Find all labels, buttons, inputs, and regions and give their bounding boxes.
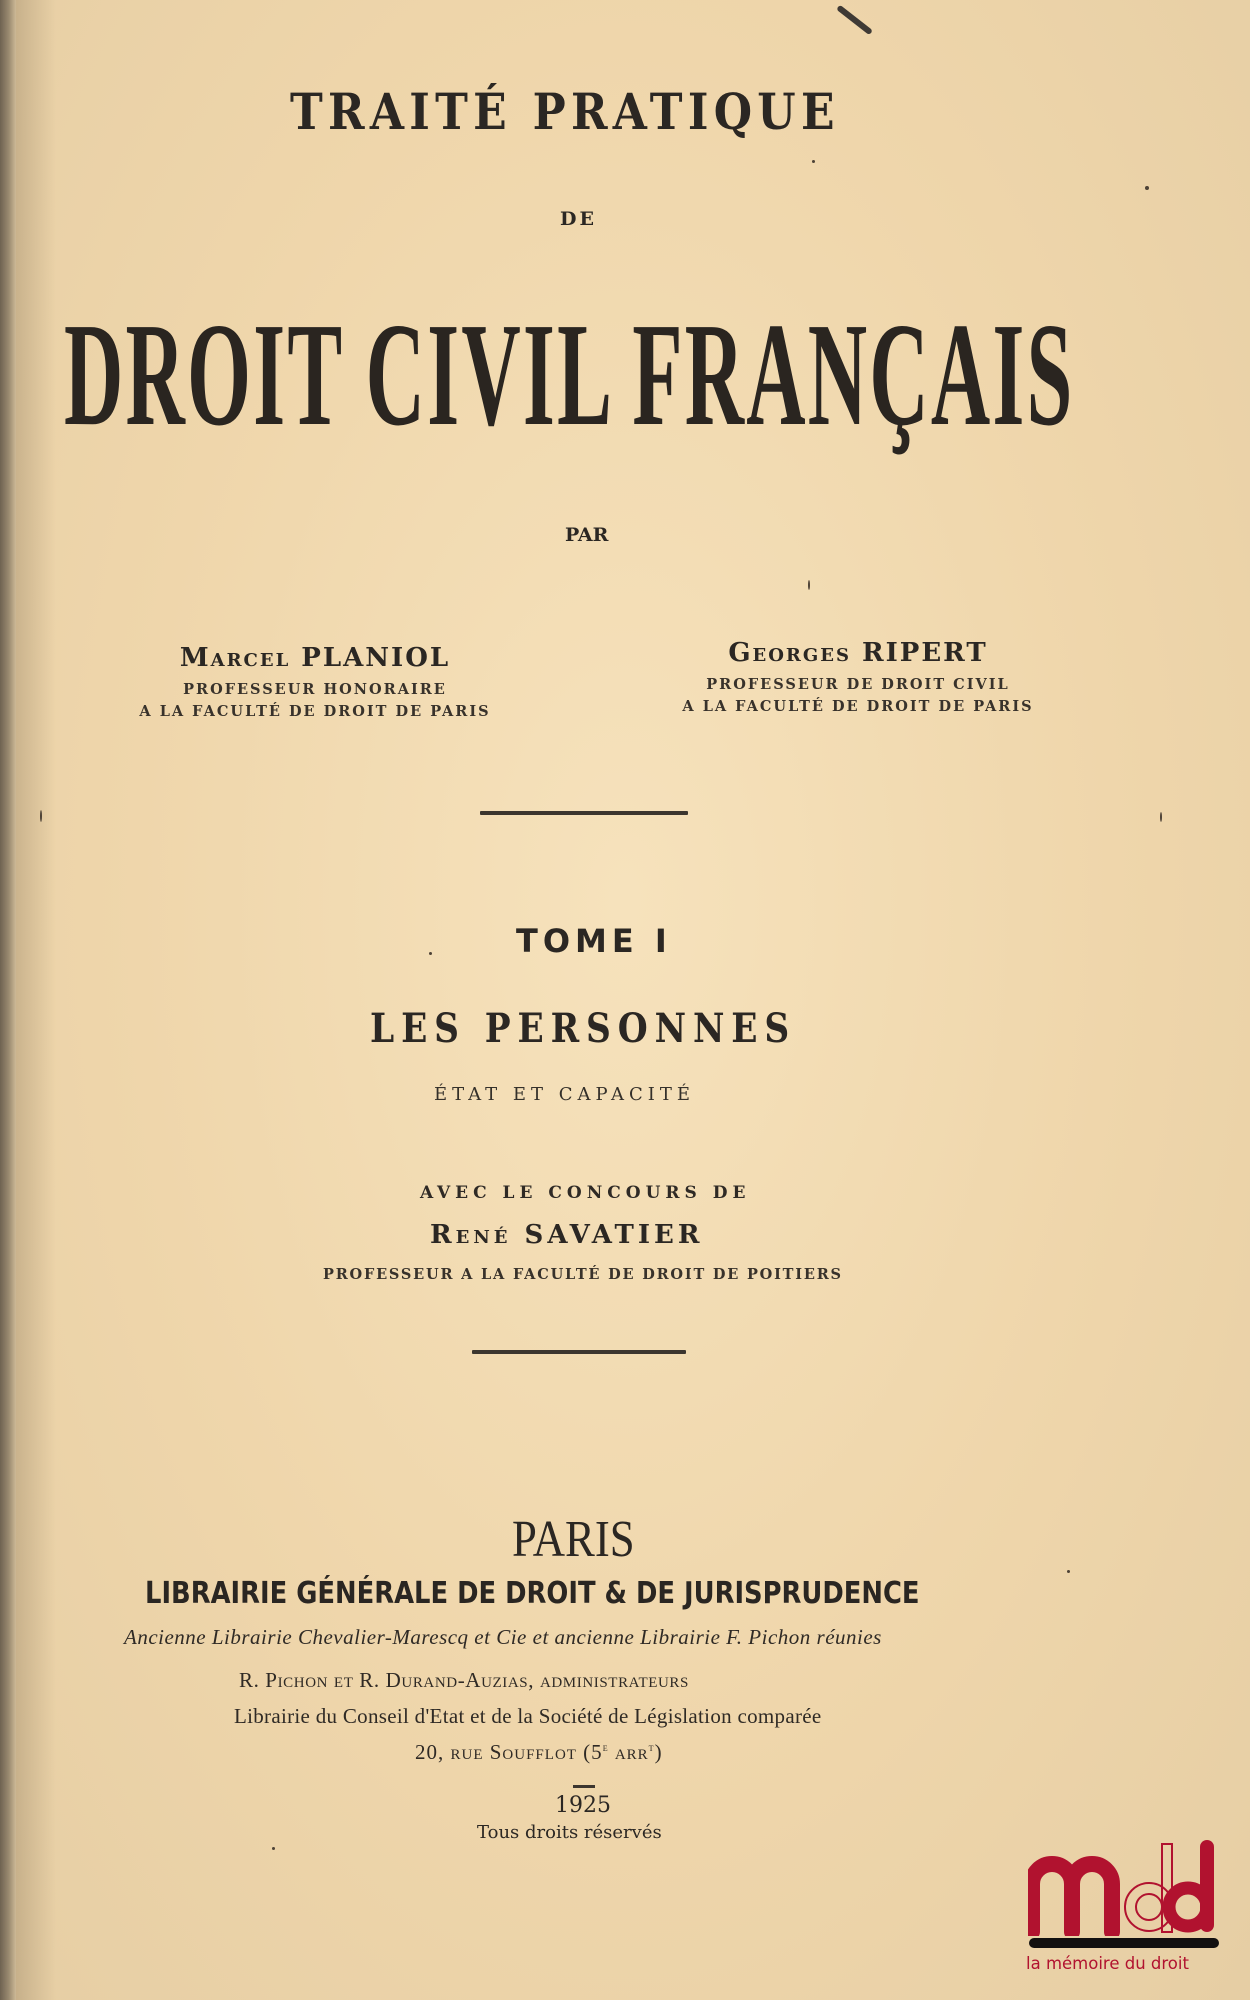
book-spine-edge [0,0,16,2000]
paper-speck [272,1847,275,1850]
title-connector: DE [560,208,597,230]
address-text: ) [654,1740,663,1764]
author-affiliation: A LA FACULTÉ DE DROIT DE PARIS [682,698,1034,715]
small-dash [573,1785,595,1788]
publisher-affiliation: Librairie du Conseil d'Etat et de la Société de Législation comparée [234,1704,822,1728]
author-name: Georges RIPERT [728,638,988,668]
divider-rule [480,811,688,815]
rights-notice: Tous droits réservés [477,1822,662,1843]
author-ripert [668,638,1048,718]
author-title: PROFESSEUR DE DROIT CIVIL [706,676,1010,693]
paper-speck [812,160,815,163]
byline: PAR [565,524,609,546]
logo-tagline: la mémoire du droit [1026,1954,1189,1973]
publisher-city: PARIS [512,1511,635,1568]
paper-scratch-mark [836,5,873,36]
publisher-address [415,1740,915,1765]
paper-speck [808,580,810,590]
address-superscript: t [648,1740,655,1754]
contributor-intro: AVEC LE CONCOURS DE [420,1183,751,1203]
divider-rule [472,1350,686,1354]
publisher-administrators: R. Pichon et R. Durand-Auzias, administrateurs [239,1668,689,1692]
author-affiliation: A LA FACULTÉ DE DROIT DE PARIS [139,703,491,720]
publication-year: 1925 [555,1793,611,1818]
volume-subject: LES PERSONNES [370,1005,797,1052]
paper-speck [1160,812,1162,822]
address-text: 20, rue Soufflot (5 [415,1740,603,1764]
address-text: arr [608,1740,649,1764]
paper-speck [1067,1570,1070,1573]
paper-speck [40,810,42,822]
volume-subtitle: ÉTAT ET CAPACITÉ [434,1084,696,1105]
volume-number: TOME I [516,922,672,960]
author-name: Marcel PLANIOL [179,643,451,673]
contributor-title: PROFESSEUR A LA FACULTÉ DE DROIT DE POITIERS [323,1266,843,1283]
paper-speck [1145,186,1149,190]
mdd-logo-icon [1028,1836,1220,1936]
logo-underline-bar [1029,1938,1219,1948]
author-title: PROFESSEUR HONORAIRE [183,681,447,698]
publisher-former-names: Ancienne Librairie Chevalier-Marescq et Cie et ancienne Librairie F. Pichon réunies [124,1625,882,1649]
contributor-name: René SAVATIER [430,1220,704,1250]
address-superscript: e [602,1740,609,1754]
main-title: DROIT CIVIL FRANÇAIS [64,293,1075,457]
publisher-name: LIBRAIRIE GÉNÉRALE DE DROIT & DE JURISPRUDENCE [145,1576,920,1611]
author-planiol [130,643,500,723]
title-line-1: TRAITÉ PRATIQUE [290,82,840,141]
paper-speck [429,952,432,955]
mdd-logo [1024,1836,1224,1976]
binding-shadow [16,0,56,2000]
